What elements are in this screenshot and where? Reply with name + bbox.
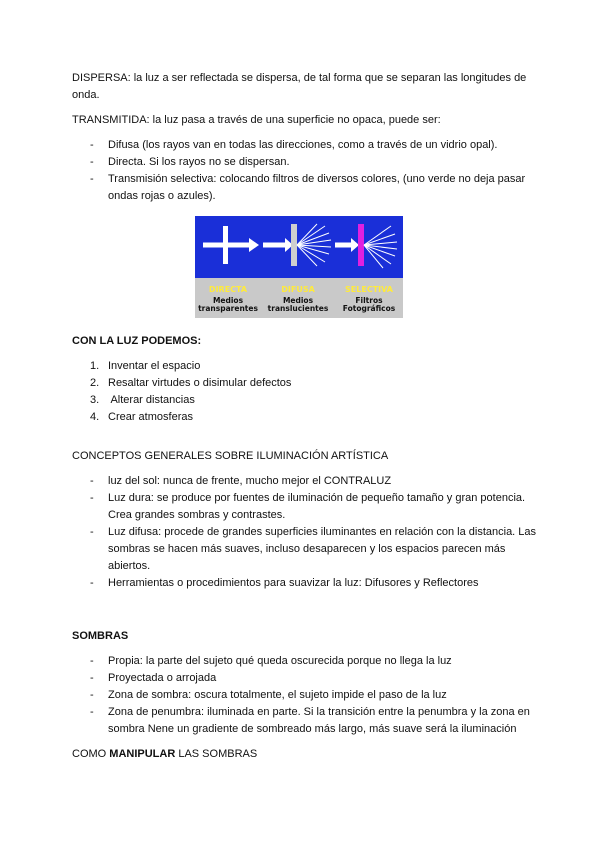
list-item: - Zona de penumbra: iluminada en parte. Si la transición entre la penumbra y la zona en sombra Nene un gradiente de sombreado más largo, más suave será la iluminación <box>90 706 530 735</box>
dash-bullet: - <box>90 156 94 168</box>
list-item: - Difusa (los rayos van en todas las direcciones, como a través de un vidrio opal). <box>72 137 542 154</box>
paragraph-transmitida: TRANSMITIDA: la luz pasa a través de una superficie no opaca, puede ser: <box>72 114 441 126</box>
heading-con-la-luz: CON LA LUZ PODEMOS: <box>72 335 202 347</box>
figure-sublabel: Filtros <box>355 296 383 305</box>
list-item: - Luz dura: se produce por fuentes de iluminación de pequeño tamaño y gran potencia. Crea grandes sombras y contrastes. <box>90 492 526 521</box>
dash-bullet: - <box>90 173 94 185</box>
transmission-figure <box>195 216 403 318</box>
list-item: - Directa. Si los rayos no se dispersan. <box>72 154 542 171</box>
figure-sublabel: Medios <box>282 296 314 305</box>
heading-manipular: COMO MANIPULAR LAS SOMBRAS <box>72 748 258 760</box>
list-item: - Zona de sombra: oscura totalmente, el sujeto impide el paso de la luz <box>90 689 447 701</box>
list-item: - Proyectada o arrojada <box>90 672 217 684</box>
list-item: 2. Resaltar virtudes o disimular defectos <box>90 377 292 389</box>
list-item: - Transmisión selectiva: colocando filtros de diversos colores, (uno verde no deja pasar ondas rojas o azules). <box>90 173 526 202</box>
transmision-list <box>72 137 542 205</box>
heading-sombras: SOMBRAS <box>72 630 129 642</box>
transmission-diagram <box>195 216 403 294</box>
list-item: - Luz difusa: procede de grandes superficies iluminantes en relación con la distancia. Las sombras se hacen más suaves, incluso desaparecen y los espacios parecen más abiertos. <box>90 526 537 572</box>
figure-label-difusa: DIFUSA <box>281 285 315 294</box>
paragraph-dispersa: DISPERSA: la luz a ser reflectada se dispersa, de tal forma que se separan las longitudes de onda. <box>72 72 527 101</box>
conceptos-list <box>72 473 542 592</box>
list-item: - luz del sol: nunca de frente, mucho mejor el CONTRALUZ <box>90 475 392 487</box>
figure-label-selectiva: SELECTIVA <box>345 285 393 294</box>
direct-arrow-icon <box>203 226 259 264</box>
figure-sublabel: translucientes <box>267 304 329 313</box>
list-item: - Propia: la parte del sujeto qué queda oscurecida porque no llega la luz <box>90 655 452 667</box>
figure-sublabel: Fotográficos <box>342 304 396 313</box>
figure-sublabel: Medios <box>212 296 244 305</box>
document-page <box>72 70 542 763</box>
diffuse-arrow-icon <box>263 224 331 266</box>
heading-conceptos: CONCEPTOS GENERALES SOBRE ILUMINACIÓN ARTÍSTICA <box>72 450 389 462</box>
list-item: 3. Alterar distancias <box>90 394 195 406</box>
figure-label-directa: DIRECTA <box>208 285 248 294</box>
list-item: 1. Inventar el espacio <box>90 360 201 372</box>
con-la-luz-list <box>72 358 542 426</box>
figure-sublabel: transparentes <box>198 304 258 313</box>
dash-bullet: - <box>90 139 94 151</box>
sombras-list <box>72 653 542 738</box>
list-item: 4. Crear atmosferas <box>90 411 193 423</box>
list-item: - Herramientas o procedimientos para suavizar la luz: Difusores y Reflectores <box>90 577 479 589</box>
selective-arrow-icon <box>335 224 397 268</box>
